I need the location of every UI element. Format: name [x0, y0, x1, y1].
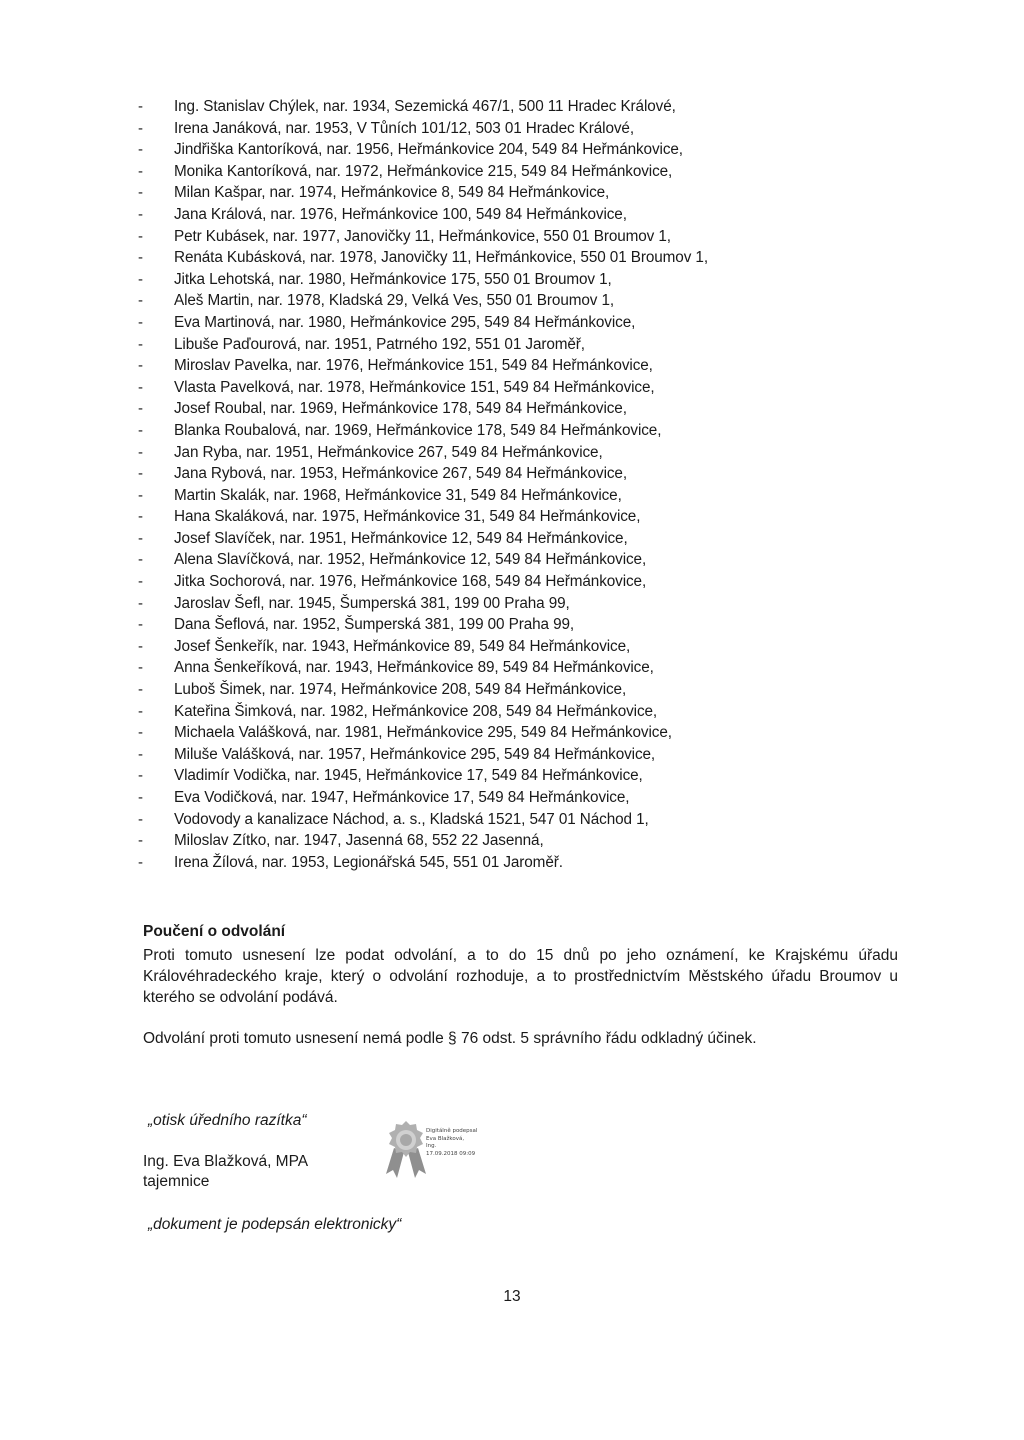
list-item [138, 809, 898, 831]
digital-signature-line: Ing. [426, 1143, 437, 1149]
electronic-signature-note: „dokument je podepsán elektronicky“ [148, 1216, 402, 1233]
list-item-text: Hana Skaláková, nar. 1975, Heřmánkovice 31, 549 84 Heřmánkovice, [174, 508, 641, 526]
list-item-text: Aleš Martin, nar. 1978, Kladská 29, Velká Ves, 550 01 Broumov 1, [174, 292, 615, 310]
list-item-text: Vladimír Vodička, nar. 1945, Heřmánkovice 17, 549 84 Heřmánkovice, [174, 767, 643, 785]
list-item [138, 334, 898, 356]
list-bullet: - [138, 551, 143, 569]
digital-signature-badge-icon [380, 1118, 432, 1180]
list-bullet: - [138, 659, 143, 677]
list-bullet: - [138, 270, 143, 288]
list-item-text: Jan Ryba, nar. 1951, Heřmánkovice 267, 549 84 Heřmánkovice, [174, 443, 603, 461]
participants-list [138, 96, 898, 873]
list-item-text: Vlasta Pavelková, nar. 1978, Heřmánkovice 151, 549 84 Heřmánkovice, [174, 378, 655, 396]
list-item-text: Jitka Lehotská, nar. 1980, Heřmánkovice 175, 550 01 Broumov 1, [174, 270, 612, 288]
list-bullet: - [138, 724, 143, 742]
list-item [138, 247, 898, 269]
list-bullet: - [138, 313, 143, 331]
digital-signature-line: Digitálně podepsal [426, 1128, 478, 1134]
list-item [138, 420, 898, 442]
list-item-text: Jana Králová, nar. 1976, Heřmánkovice 100, 549 84 Heřmánkovice, [174, 205, 627, 223]
list-item [138, 290, 898, 312]
list-item-text: Anna Šenkeříková, nar. 1943, Heřmánkovice 89, 549 84 Heřmánkovice, [174, 659, 654, 677]
list-bullet: - [138, 637, 143, 655]
list-item [138, 701, 898, 723]
list-item [138, 787, 898, 809]
list-item [138, 161, 898, 183]
list-item-text: Blanka Roubalová, nar. 1969, Heřmánkovice 178, 549 84 Heřmánkovice, [174, 421, 662, 439]
list-item [138, 442, 898, 464]
list-item [138, 830, 898, 852]
list-bullet: - [138, 810, 143, 828]
list-item-text: Alena Slavíčková, nar. 1952, Heřmánkovice 12, 549 84 Heřmánkovice, [174, 551, 647, 569]
list-item-text: Josef Šenkeřík, nar. 1943, Heřmánkovice 89, 549 84 Heřmánkovice, [174, 637, 631, 655]
list-item-text: Milan Kašpar, nar. 1974, Heřmánkovice 8, 549 84 Heřmánkovice, [174, 184, 610, 202]
list-bullet: - [138, 205, 143, 223]
list-item [138, 528, 898, 550]
list-item-text: Miluše Valášková, nar. 1957, Heřmánkovice 295, 549 84 Heřmánkovice, [174, 745, 656, 763]
list-item [138, 182, 898, 204]
list-item-text: Irena Žílová, nar. 1953, Legionářská 545, 551 01 Jaroměř. [174, 853, 563, 871]
signer-role: tajemnice [143, 1173, 210, 1190]
list-bullet: - [138, 529, 143, 547]
list-item [138, 226, 898, 248]
list-item-text: Miroslav Pavelka, nar. 1976, Heřmánkovice 151, 549 84 Heřmánkovice, [174, 357, 653, 375]
list-item [138, 398, 898, 420]
list-item-text: Michaela Valášková, nar. 1981, Heřmánkovice 295, 549 84 Heřmánkovice, [174, 724, 672, 742]
list-bullet: - [138, 378, 143, 396]
digital-signature-line: 17.09.2018 09:09 [426, 1150, 476, 1157]
list-item-text: Vodovody a kanalizace Náchod, a. s., Kladská 1521, 547 01 Náchod 1, [174, 810, 649, 828]
list-bullet: - [138, 702, 143, 720]
list-bullet: - [138, 508, 143, 526]
list-item-text: Luboš Šimek, nar. 1974, Heřmánkovice 208, 549 84 Heřmánkovice, [174, 681, 627, 699]
list-bullet: - [138, 141, 143, 159]
list-bullet: - [138, 681, 143, 699]
list-bullet: - [138, 249, 143, 267]
list-item-text: Libuše Paďourová, nar. 1951, Patrného 192, 551 01 Jaroměř, [174, 335, 585, 353]
list-bullet: - [138, 573, 143, 591]
list-bullet: - [138, 162, 143, 180]
list-bullet: - [138, 292, 143, 310]
list-item [138, 506, 898, 528]
list-item [138, 722, 898, 744]
list-item [138, 312, 898, 334]
list-bullet: - [138, 767, 143, 785]
list-item-text: Renáta Kubásková, nar. 1978, Janovičky 11, Heřmánkovice, 550 01 Broumov 1, [174, 249, 708, 267]
list-bullet: - [138, 357, 143, 375]
list-bullet: - [138, 98, 143, 115]
list-item-text: Kateřina Šimková, nar. 1982, Heřmánkovice 208, 549 84 Heřmánkovice, [174, 702, 658, 720]
list-item [138, 549, 898, 571]
list-item-text: Ing. Stanislav Chýlek, nar. 1934, Sezemická 467/1, 500 11 Hradec Králové, [174, 98, 676, 115]
appeal-paragraph-1: Proti tomuto usnesení lze podat odvolání, a to do 15 dnů po jeho oznámení, ke Krajskému úřadu Královéhradeckého kraje, který o odvolání rozhoduje, a to prostřednictvím Městského úřadu Broumov u kterého se odvolání podává. [143, 947, 898, 1006]
list-item [138, 204, 898, 226]
list-item-text: Monika Kantoríková, nar. 1972, Heřmánkovice 215, 549 84 Heřmánkovice, [174, 162, 673, 180]
list-item [138, 744, 898, 766]
list-item-text: Eva Vodičková, nar. 1947, Heřmánkovice 17, 549 84 Heřmánkovice, [174, 789, 630, 806]
list-item [138, 485, 898, 507]
list-item [138, 377, 898, 399]
list-item-text: Petr Kubásek, nar. 1977, Janovičky 11, Heřmánkovice, 550 01 Broumov 1, [174, 227, 671, 245]
list-item [138, 355, 898, 377]
list-item-text: Jaroslav Šefl, nar. 1945, Šumperská 381, 199 00 Praha 99, [174, 594, 570, 612]
digital-signature-text [426, 1128, 477, 1158]
list-bullet: - [138, 616, 143, 634]
list-item [138, 765, 898, 787]
list-item-text: Dana Šeflová, nar. 1952, Šumperská 381, 199 00 Praha 99, [174, 616, 575, 634]
list-bullet: - [138, 486, 143, 504]
list-bullet: - [138, 227, 143, 245]
list-item [138, 118, 898, 140]
list-item [138, 852, 898, 874]
list-item-text: Josef Roubal, nar. 1969, Heřmánkovice 178, 549 84 Heřmánkovice, [174, 400, 627, 418]
list-item [138, 636, 898, 658]
list-bullet: - [138, 745, 143, 763]
list-item [138, 657, 898, 679]
list-bullet: - [138, 119, 143, 137]
list-bullet: - [138, 335, 143, 353]
list-item-text: Eva Martinová, nar. 1980, Heřmánkovice 295, 549 84 Heřmánkovice, [174, 313, 636, 331]
list-bullet: - [138, 832, 143, 850]
list-item-text: Irena Janáková, nar. 1953, V Tůních 101/12, 503 01 Hradec Králové, [174, 119, 634, 137]
list-item [138, 571, 898, 593]
list-bullet: - [138, 853, 143, 871]
list-bullet: - [138, 594, 143, 612]
list-item [138, 269, 898, 291]
list-item [138, 614, 898, 636]
signer-name: Ing. Eva Blažková, MPA [143, 1153, 309, 1170]
list-item [138, 463, 898, 485]
appeal-paragraph-2: Odvolání proti tomuto usnesení nemá podle § 76 odst. 5 správního řádu odkladný účinek. [143, 1030, 757, 1047]
list-item-text: Jindřiška Kantoríková, nar. 1956, Heřmánkovice 204, 549 84 Heřmánkovice, [174, 141, 683, 159]
list-bullet: - [138, 421, 143, 439]
list-item [138, 139, 898, 161]
list-item [138, 679, 898, 701]
list-item-text: Jitka Sochorová, nar. 1976, Heřmánkovice 168, 549 84 Heřmánkovice, [174, 573, 647, 591]
list-bullet: - [138, 184, 143, 202]
list-item [138, 96, 898, 118]
list-item-text: Jana Rybová, nar. 1953, Heřmánkovice 267, 549 84 Heřmánkovice, [174, 465, 627, 483]
list-bullet: - [138, 465, 143, 483]
list-bullet: - [138, 789, 143, 806]
digital-signature-line: Eva Blažková, [426, 1135, 465, 1142]
list-item-text: Miloslav Zítko, nar. 1947, Jasenná 68, 552 22 Jasenná, [174, 832, 544, 850]
page-number: 13 [503, 1288, 521, 1305]
list-item-text: Martin Skalák, nar. 1968, Heřmánkovice 31, 549 84 Heřmánkovice, [174, 486, 622, 504]
list-bullet: - [138, 443, 143, 461]
appeal-heading: Poučení o odvolání [143, 923, 286, 940]
list-item [138, 593, 898, 615]
stamp-note: „otisk úředního razítka“ [148, 1112, 307, 1129]
list-item-text: Josef Slavíček, nar. 1951, Heřmánkovice 12, 549 84 Heřmánkovice, [174, 529, 628, 547]
list-bullet: - [138, 400, 143, 418]
